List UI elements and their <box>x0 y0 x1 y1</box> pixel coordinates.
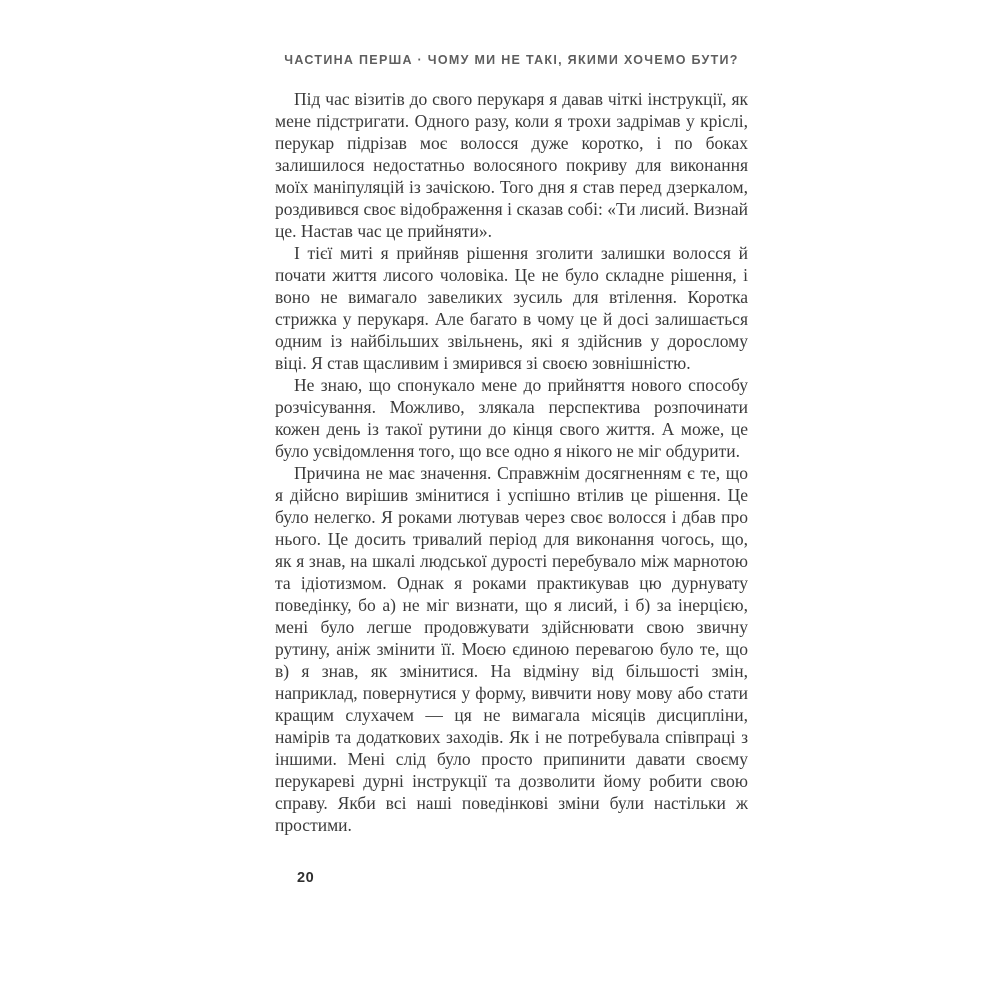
page-number: 20 <box>297 870 315 886</box>
paragraph: І тієї миті я прийняв рішення зголити залишки волосся й почати життя лисого чоловіка. Це не було складне рішення, і воно не вимагало завеликих зусиль для втілення. Коротка стрижка у перукаря. Але багато в чому це й досі залишається одним із найбільших звільнень, які я здійснив у дорослому віці. Я став щасливим і змирився зі своєю зовнішністю. <box>275 243 748 373</box>
paragraph: Не знаю, що спонукало мене до прийняття нового способу розчісування. Можливо, злякала перспектива розпочинати кожен день із такої рутини до кінця свого життя. А може, це було усвідомлення того, що все одно я нікого не міг обдурити. <box>275 375 748 461</box>
paragraph: Під час візитів до свого перукаря я давав чіткі інструкції, як мене підстригати. Одного разу, коли я трохи задрімав у кріслі, перукар підрізав моє волосся дуже коротко, і по боках залишилося недостатньо волосяного покриву для виконання моїх маніпуляцій із зачіскою. Того дня я став перед дзеркалом, роздивився своє відображення і сказав собі: «Ти лисий. Визнай це. Настав час це прийняти». <box>275 89 748 241</box>
running-head: ЧАСТИНА ПЕРША · ЧОМУ МИ НЕ ТАКІ, ЯКИМИ ХОЧЕМО БУТИ? <box>284 53 739 67</box>
paragraph: Причина не має значення. Справжнім досягненням є те, що я дійсно вирішив змінитися і успішно втілив це рішення. Це було нелегко. Я роками лютував через своє волосся і дбав про нього. Це досить тривалий період для виконання чогось, що, як я знав, на шкалі людської дурості перебувало між марнотою та ідіотизмом. Однак я роками практикував цю дурнувату поведінку, бо а) не міг визнати, що я лисий, і б) за інерцією, мені було легше продовжувати здійснювати свою звичну рутину, аніж змінити її. Моєю єдиною перевагою було те, що в) я знав, як змінитися. На відміну від більшості змін, наприклад, повернутися у форму, вивчити нову мову або стати кращим слухачем — ця не вимагала місяців дисципліни, намірів та додаткових заходів. Як і не потребувала співпраці з іншими. Мені слід було просто припинити давати своєму перукареві дурні інструкції та дозволити йому робити свою справу. Якби всі наші поведінкові зміни були настільки ж простими. <box>275 463 748 835</box>
body-text <box>275 88 748 836</box>
